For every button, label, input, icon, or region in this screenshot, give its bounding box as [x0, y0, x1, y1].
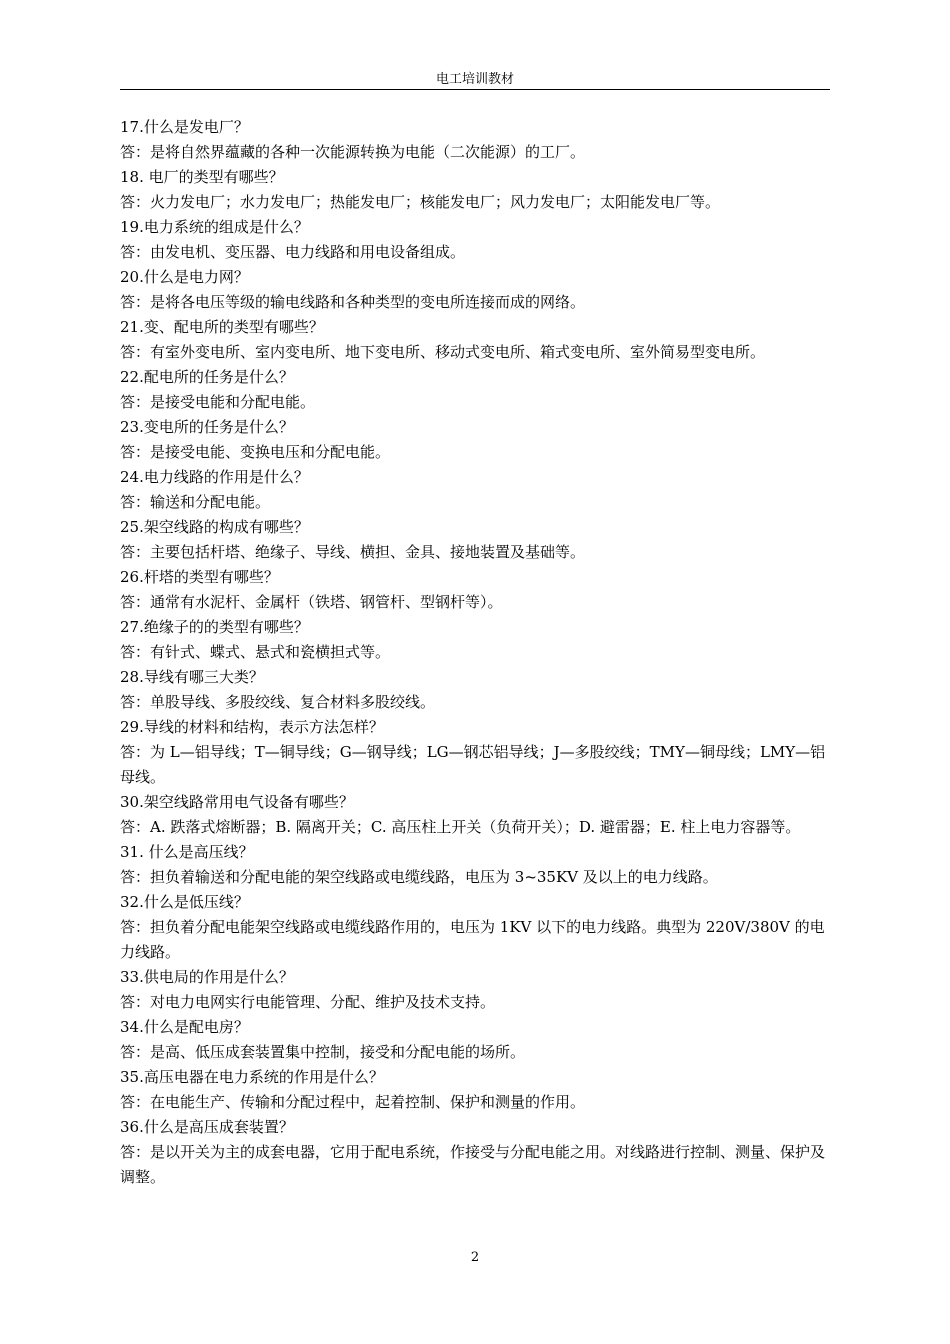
- answer-32: 答：担负着分配电能架空线路或电缆线路作用的，电压为 1KV 以下的电力线路。典型为 220V/380V 的电力线路。: [120, 918, 825, 961]
- answer-30: 答：A. 跌落式熔断器；B. 隔离开关；C. 高压柱上开关（负荷开关）；D. 避雷器；E. 柱上电力容器等。: [120, 818, 801, 836]
- question-27: 27.绝缘子的的类型有哪些？: [120, 618, 309, 636]
- answer-21: 答：有室外变电所、室内变电所、地下变电所、移动式变电所、箱式变电所、室外简易型变电所。: [120, 343, 766, 361]
- header-divider: [120, 89, 830, 90]
- answer-34: 答：是高、低压成套装置集中控制，接受和分配电能的场所。: [120, 1043, 526, 1061]
- question-21: 21.变、配电所的类型有哪些？: [120, 318, 324, 336]
- answer-26: 答：通常有水泥杆、金属杆（铁塔、钢管杆、型钢杆等）。: [120, 593, 503, 611]
- answer-19: 答：由发电机、变压器、电力线路和用电设备组成。: [120, 243, 466, 261]
- answer-18: 答：火力发电厂；水力发电厂；热能发电厂；核能发电厂；风力发电厂；太阳能发电厂等。: [120, 193, 721, 211]
- question-33: 33.供电局的作用是什么？: [120, 968, 294, 986]
- answer-25: 答：主要包括杆塔、绝缘子、导线、横担、金具、接地装置及基础等。: [120, 543, 586, 561]
- question-26: 26.杆塔的类型有哪些？: [120, 568, 279, 586]
- question-34: 34.什么是配电房？: [120, 1018, 249, 1036]
- answer-29: 答：为 L—铝导线；T—铜导线；G—钢导线；LG—钢芯铝导线；J—多股绞线；TMY—铜母线；LMY—铝母线。: [120, 743, 826, 786]
- answer-35: 答：在电能生产、传输和分配过程中，起着控制、保护和测量的作用。: [120, 1093, 586, 1111]
- answer-27: 答：有针式、蝶式、悬式和瓷横担式等。: [120, 643, 391, 661]
- answer-20: 答：是将各电压等级的输电线路和各种类型的变电所连接而成的网络。: [120, 293, 586, 311]
- question-36: 36.什么是高压成套装置？: [120, 1118, 294, 1136]
- question-31: 31. 什么是高压线？: [120, 843, 254, 861]
- question-23: 23.变电所的任务是什么？: [120, 418, 294, 436]
- question-29: 29.导线的材料和结构，表示方法怎样？: [120, 718, 384, 736]
- page-header-title: 电工培训教材: [435, 72, 514, 87]
- question-20: 20.什么是电力网？: [120, 268, 249, 286]
- qa-list: [120, 115, 830, 1190]
- question-28: 28.导线有哪三大类？: [120, 668, 264, 686]
- page-number: 2: [470, 1250, 480, 1265]
- question-32: 32.什么是低压线？: [120, 893, 249, 911]
- answer-28: 答：单股导线、多股绞线、复合材料多股绞线。: [120, 693, 436, 711]
- question-18: 18. 电厂的类型有哪些？: [120, 168, 284, 186]
- question-25: 25.架空线路的构成有哪些？: [120, 518, 309, 536]
- answer-24: 答：输送和分配电能。: [120, 493, 271, 511]
- question-22: 22.配电所的任务是什么？: [120, 368, 294, 386]
- answer-33: 答：对电力电网实行电能管理、分配、维护及技术支持。: [120, 993, 496, 1011]
- answer-17: 答：是将自然界蕴藏的各种一次能源转换为电能（二次能源）的工厂。: [120, 143, 586, 161]
- answer-22: 答：是接受电能和分配电能。: [120, 393, 316, 411]
- question-24: 24.电力线路的作用是什么？: [120, 468, 309, 486]
- answer-23: 答：是接受电能、变换电压和分配电能。: [120, 443, 391, 461]
- answer-36: 答：是以开关为主的成套电器，它用于配电系统，作接受与分配电能之用。对线路进行控制、测量、保护及调整。: [120, 1143, 826, 1186]
- question-35: 35.高压电器在电力系统的作用是什么？: [120, 1068, 384, 1086]
- question-30: 30.架空线路常用电气设备有哪些？: [120, 793, 354, 811]
- question-19: 19.电力系统的组成是什么？: [120, 218, 309, 236]
- answer-31: 答：担负着输送和分配电能的架空线路或电缆线路，电压为 3~35KV 及以上的电力线路。: [120, 868, 718, 886]
- question-17: 17.什么是发电厂？: [120, 118, 249, 136]
